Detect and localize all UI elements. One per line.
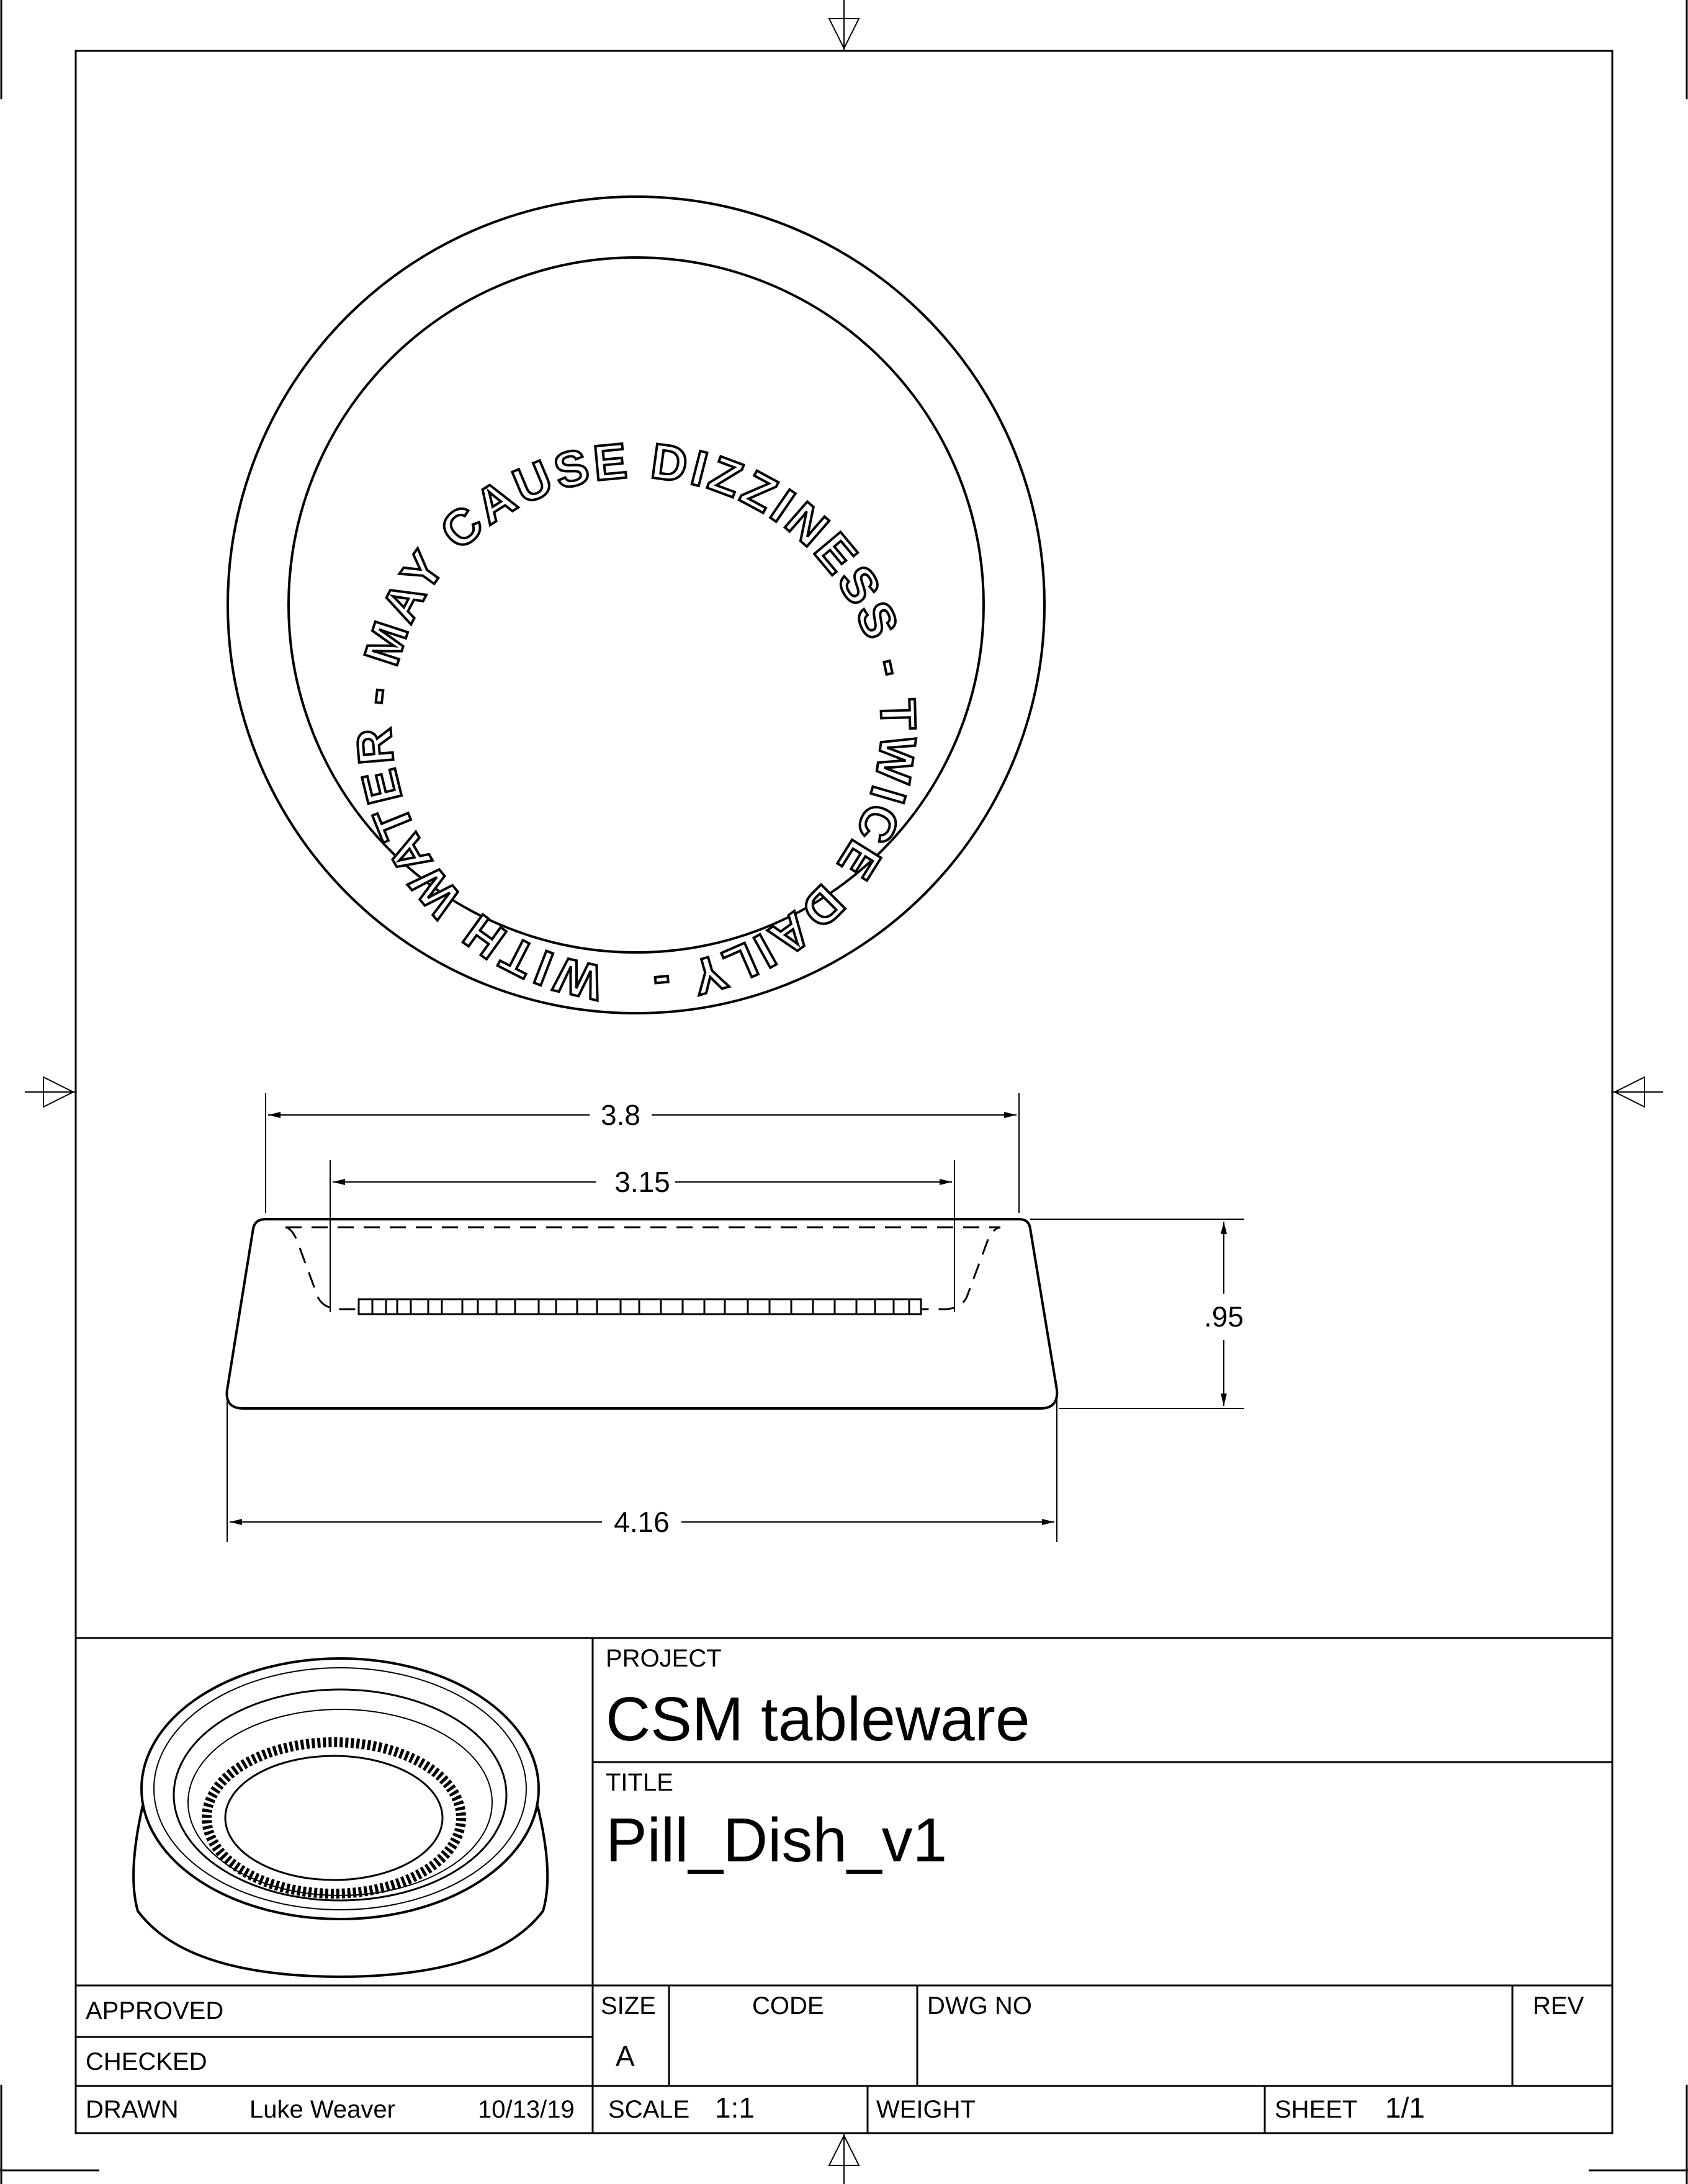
size-value: A bbox=[616, 2040, 635, 2072]
ring-inscription: WITH WATER - MAY CAUSE DIZZINESS - TWICE DAILY - bbox=[345, 432, 927, 1013]
top-view bbox=[228, 197, 1044, 1013]
checked-label: CHECKED bbox=[86, 2048, 207, 2075]
code-label: CODE bbox=[752, 1992, 824, 2020]
side-view bbox=[227, 1219, 1057, 1408]
title-value: Pill_Dish_v1 bbox=[606, 1806, 948, 1875]
rev-label: REV bbox=[1533, 1992, 1584, 2020]
drawn-label: DRAWN bbox=[86, 2096, 179, 2123]
drawn-date: 10/13/19 bbox=[478, 2096, 575, 2123]
approved-label: APPROVED bbox=[86, 1997, 224, 2025]
dimension-label-top-inner: 3.15 bbox=[614, 1166, 670, 1198]
scale-value: 1:1 bbox=[715, 2092, 755, 2124]
sheet-value: 1/1 bbox=[1385, 2092, 1425, 2124]
isometric-preview bbox=[133, 1658, 547, 1977]
weight-label: WEIGHT bbox=[876, 2096, 976, 2123]
sheet-label: SHEET bbox=[1275, 2096, 1358, 2123]
size-label: SIZE bbox=[601, 1992, 656, 2020]
dimension-height bbox=[1030, 1219, 1244, 1408]
title-label: TITLE bbox=[606, 1769, 673, 1796]
dimension-label-height: .95 bbox=[1204, 1300, 1244, 1333]
dimension-label-base-width: 4.16 bbox=[614, 1506, 670, 1538]
project-label: PROJECT bbox=[606, 1645, 722, 1672]
scale-label: SCALE bbox=[608, 2096, 690, 2123]
dimension-base-width bbox=[227, 1396, 1057, 1542]
project-value: CSM tableware bbox=[606, 1685, 1030, 1754]
dimension-label-top-outer: 3.8 bbox=[601, 1099, 640, 1131]
drawn-by: Luke Weaver bbox=[249, 2096, 395, 2123]
dwg-no-label: DWG NO bbox=[927, 1992, 1032, 2020]
dimension-top-inner bbox=[330, 1160, 954, 1312]
